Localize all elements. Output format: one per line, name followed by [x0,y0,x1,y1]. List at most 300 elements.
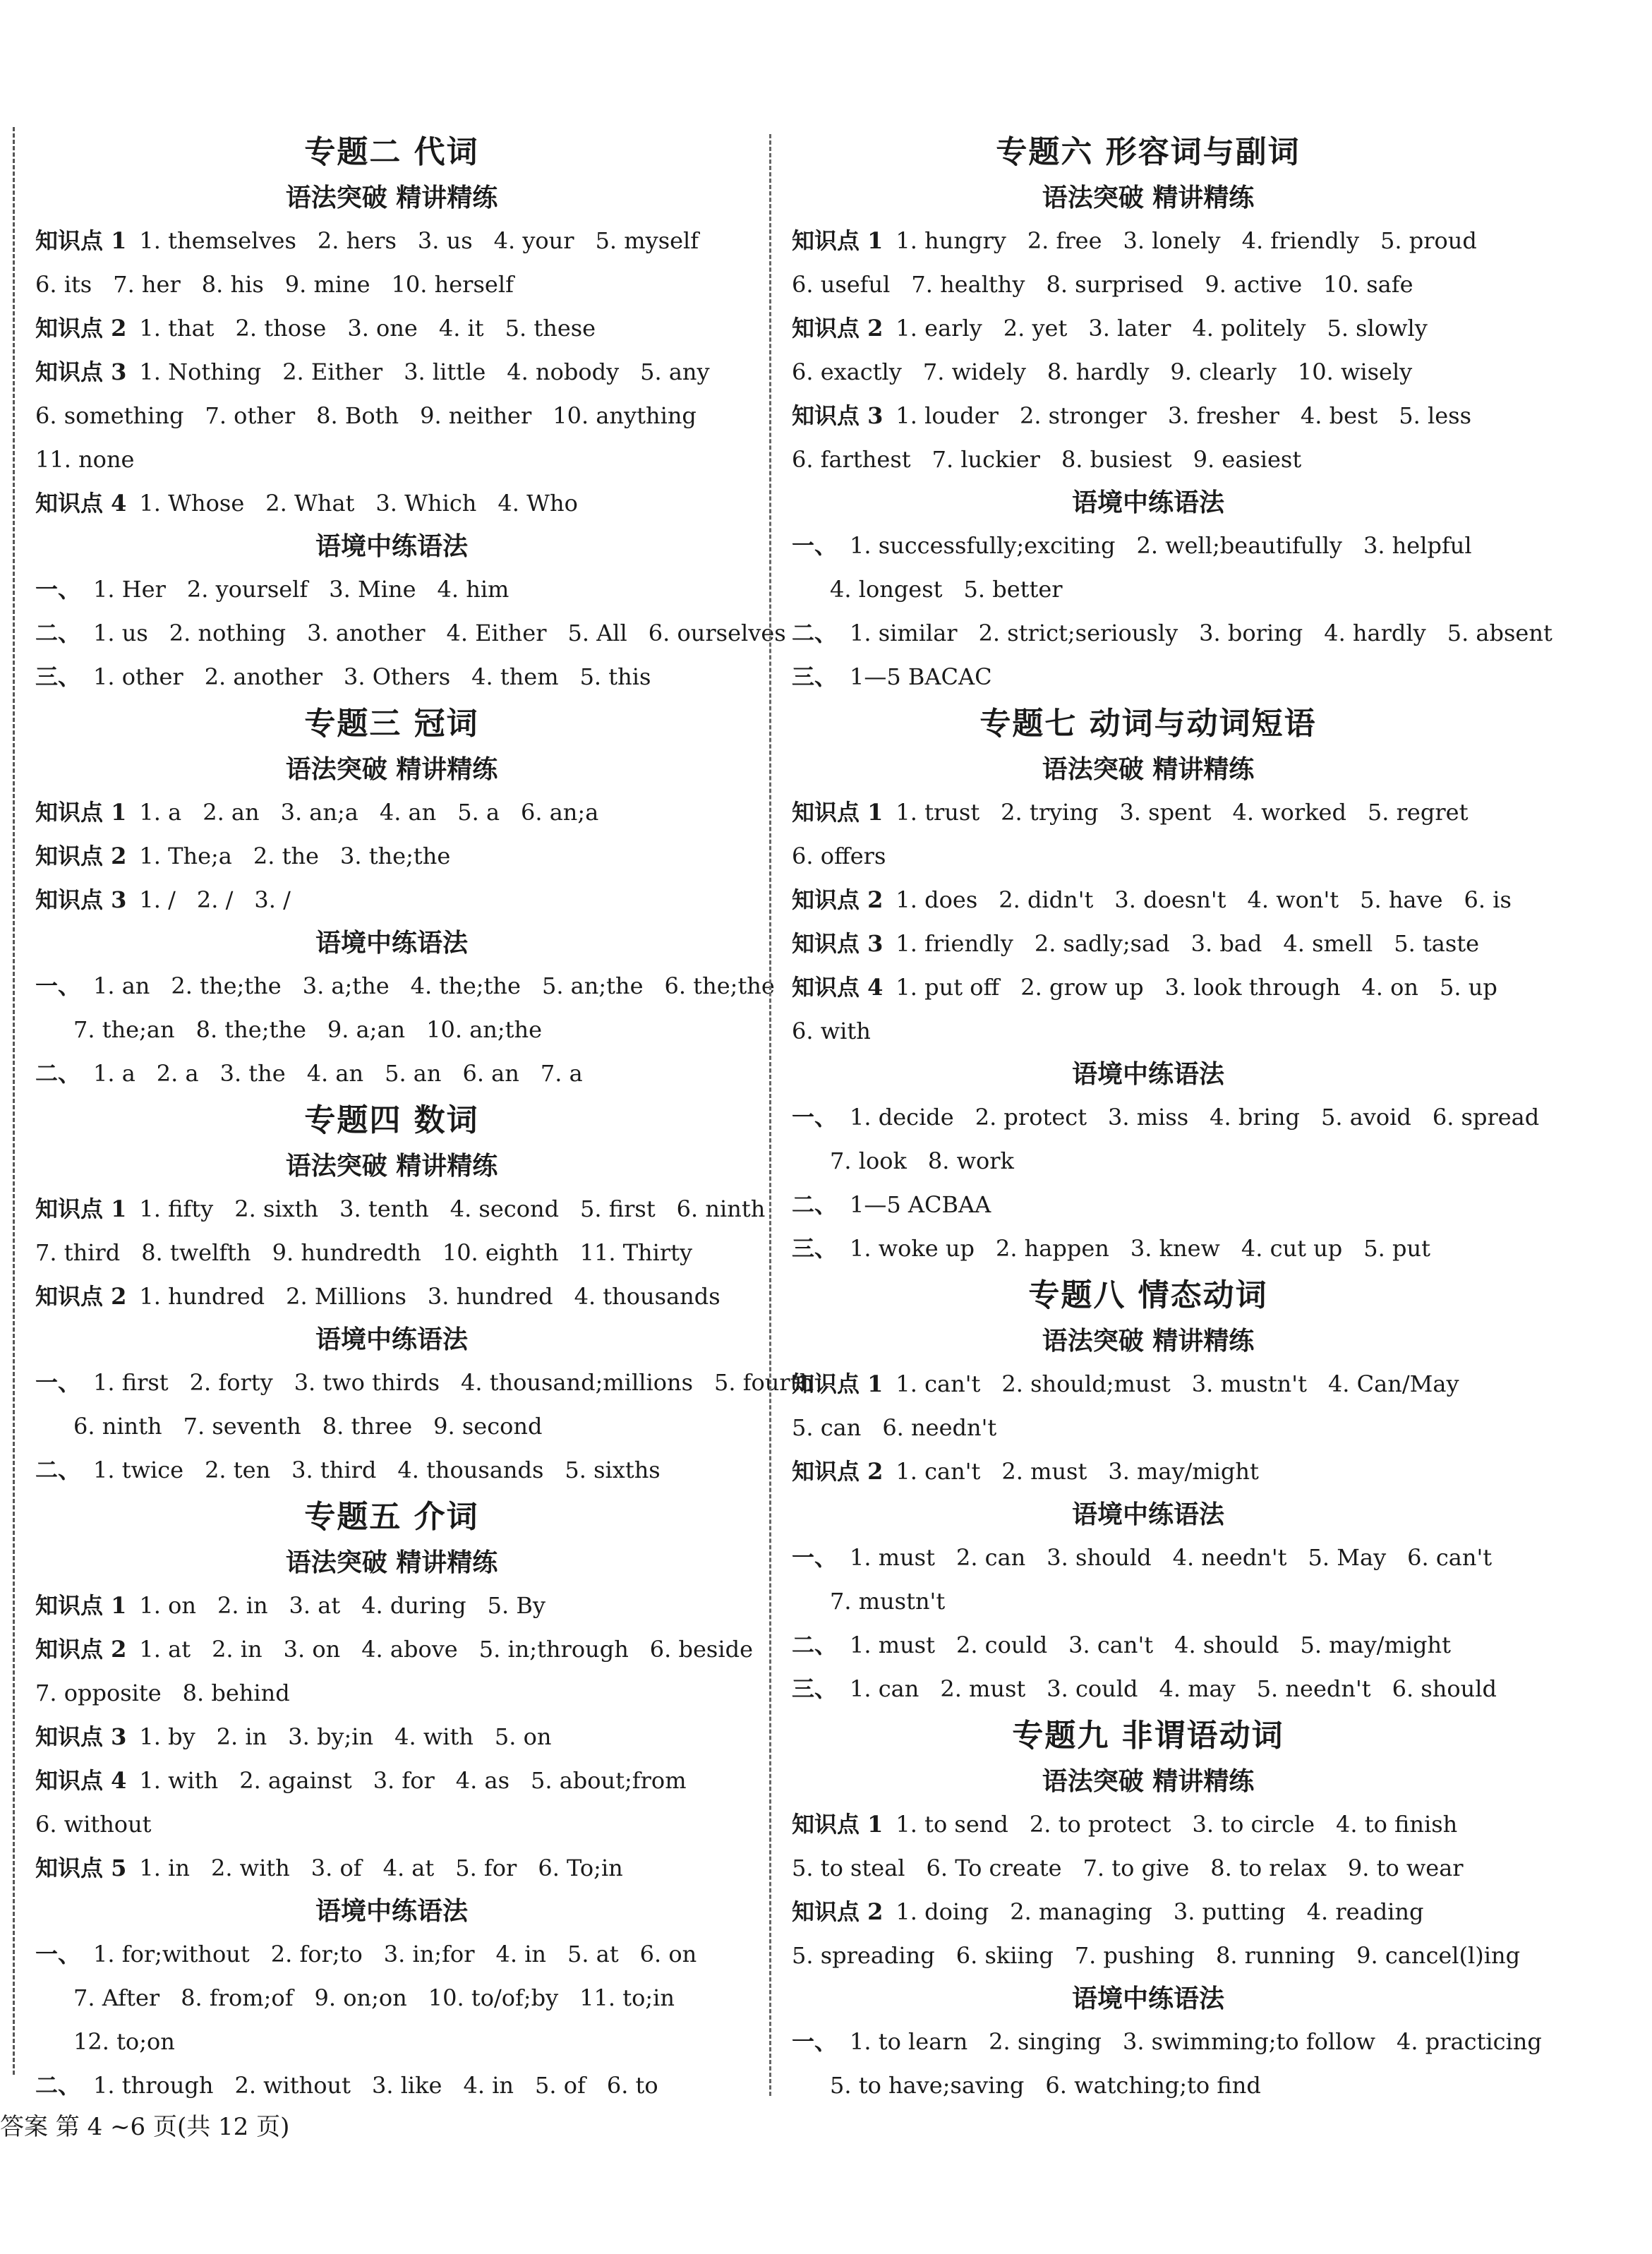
knowledge-point-label: 知识点 5 [35,1855,127,1881]
answer-row [35,611,786,655]
answer-item: 6. on [639,1941,697,1967]
answer-item: 4. thousands [574,1283,721,1310]
answer-item: 2. nothing [169,620,287,646]
answer-item: 2. could [955,1632,1048,1658]
answer-item: 2. without [234,2072,351,2099]
answer-item: 2. yourself [186,576,308,603]
answer-item: 1. Her [93,576,166,603]
answer-item: 8. to relax [1210,1855,1327,1881]
answer-row [35,1361,814,1404]
answer-item: 1. put off [896,974,1000,1001]
right-column [792,127,1552,2107]
answer-item: 5. myself [595,227,699,254]
answer-row [35,878,748,922]
answer-item: 7. After [73,1984,160,2011]
answer-item: 2. ten [205,1457,271,1483]
answer-item: 7. mustn't [830,1588,946,1615]
answer-row [792,1802,1505,1846]
answer-item: 4. smell [1283,930,1373,957]
knowledge-point-label: 二、 [792,1191,838,1218]
answer-item: 5. for [455,1855,517,1881]
answer-row [792,834,1505,878]
answer-item: 2. for;to [270,1941,363,1967]
knowledge-point-label: 二、 [792,1632,838,1658]
section-subheading: 语境中练语法 [1071,488,1224,517]
answer-item: 1. can't [896,1458,981,1485]
answer-row [792,655,1505,699]
answer-item: 6. an;a [521,799,599,826]
knowledge-point-label: 知识点 1 [792,1370,884,1397]
topic-heading: 专题八 情态动词 [1028,1277,1268,1313]
answer-item: 6. To create [926,1855,1062,1881]
answer-item: 11. none [35,446,135,473]
answer-row [35,1759,748,1802]
answer-item: 2. the;the [171,972,282,999]
answer-item: 1. can [850,1675,920,1702]
answer-item: 1. an [93,972,150,999]
answer-item: 2. an [203,799,260,826]
answer-row [35,1671,748,1715]
answer-item: 2. forty [189,1369,273,1396]
answer-item: 6. to [606,2072,658,2099]
answer-item: 2. Millions [286,1283,406,1310]
answer-item: 5. an [385,1060,442,1087]
answer-row [35,1231,748,1274]
answer-item: 3. an;a [280,799,358,826]
answer-item: 9. a;an [327,1016,406,1043]
answer-item: 2. grow up [1020,974,1144,1001]
answer-item: 2. didn't [999,886,1094,913]
answer-item: 1. early [896,315,982,342]
answer-item: 6. the;the [664,972,775,999]
section-subheading: 语境中练语法 [315,1896,468,1926]
topic-heading: 专题六 形容词与副词 [996,134,1301,170]
answer-row [35,1008,748,1051]
answer-row [792,1667,1505,1711]
knowledge-point-label: 一、 [35,1941,81,1967]
answer-item: 4. in [463,2072,514,2099]
knowledge-point-label: 三、 [792,1235,838,1262]
knowledge-point-label: 一、 [35,972,81,999]
answer-item: 6. ninth [73,1413,162,1440]
knowledge-point-label: 一、 [35,576,81,603]
answer-item: 4. thousands [397,1457,544,1483]
answer-item: 6. offers [792,843,886,869]
answer-row [792,1579,1505,1623]
answer-item: 5. taste [1394,930,1480,957]
knowledge-point-label: 知识点 2 [792,315,884,342]
answer-row [35,1274,748,1318]
answer-row [792,1362,1505,1406]
answer-item: 2. should;must [1001,1370,1171,1397]
answer-item: 3. little [404,358,486,385]
knowledge-point-label: 知识点 2 [35,843,127,869]
answer-item: 12. to;on [73,2028,175,2055]
answer-item: 3. boring [1199,620,1303,646]
answer-item: 4. as [455,1767,510,1794]
answer-item: 3. bad [1190,930,1262,957]
answer-item: 2. must [940,1675,1026,1702]
answer-item: 7. to give [1083,1855,1190,1881]
answer-item: 10. safe [1323,271,1413,298]
answer-row [35,1932,748,1976]
answer-row [35,1404,748,1448]
answer-item: 1. on [139,1592,196,1619]
answer-item: 7. her [113,271,181,298]
answer-item: 3. in;for [383,1941,475,1967]
answer-item: 4. hardly [1324,620,1426,646]
answer-item: 5. of [535,2072,586,2099]
answer-item: 7. look [830,1147,907,1174]
answer-item: 4. Can/May [1327,1370,1459,1397]
answer-item: 4. nobody [507,358,620,385]
knowledge-point-label: 知识点 4 [792,974,884,1001]
answer-item: 8. from;of [181,1984,294,2011]
answer-item: 4. best [1300,402,1378,429]
answer-item: 11. Thirty [579,1239,693,1266]
answer-item: 3. may/might [1108,1458,1259,1485]
answer-item: 3. tenth [339,1195,429,1222]
answer-item: 3. to circle [1192,1811,1315,1838]
answer-row [35,1627,753,1671]
answer-item: 1. that [139,315,215,342]
answer-item: 5. to have;saving [830,2072,1025,2099]
answer-item: 9. active [1205,271,1303,298]
answer-item: 4. in [495,1941,547,1967]
answer-item: 3. for [373,1767,435,1794]
left-column [35,127,814,2107]
answer-item: 4. thousand;millions [460,1369,693,1396]
answer-row [35,964,775,1008]
answer-item: 7. a [540,1060,583,1087]
answer-item: 3. like [371,2072,442,2099]
answer-item: 2. sadly;sad [1034,930,1170,957]
answer-item: 3. putting [1173,1898,1286,1925]
answer-item: 4. during [361,1592,466,1619]
answer-item: 2. / [196,886,234,913]
answer-row [35,1715,748,1759]
answer-item: 5. a [457,799,500,826]
answer-row [792,1846,1505,1890]
answer-item: 6. its [35,271,92,298]
answer-item: 3. later [1088,315,1171,342]
topic-heading: 专题二 代词 [304,134,479,170]
answer-item: 1. a [93,1060,135,1087]
answer-item: 4. may [1159,1675,1236,1702]
answer-row [792,878,1512,922]
answer-item: 2. strict;seriously [978,620,1178,646]
answer-item: 1. with [139,1767,219,1794]
answer-row [792,1406,1505,1450]
answer-item: 2. to protect [1029,1811,1171,1838]
answer-item: 1. to send [896,1811,1008,1838]
answer-item: 5. up [1440,974,1497,1001]
answer-item: 5. regret [1367,799,1469,826]
answer-item: 8. hardly [1047,358,1150,385]
answer-item: 1. Nothing [139,358,262,385]
answer-item: 2. singing [989,2028,1102,2055]
binding-edge-dashes [13,127,15,2075]
answer-item: 3. by;in [288,1723,374,1750]
answer-item: 2. What [265,490,355,517]
knowledge-point-label: 知识点 1 [792,227,884,254]
answer-item: 8. his [201,271,264,298]
topic-heading: 专题九 非谓语动词 [1012,1718,1284,1754]
answer-item: 7. opposite [35,1680,162,1706]
knowledge-point-label: 知识点 1 [792,799,884,826]
answer-item: 5. absent [1447,620,1552,646]
answer-row [792,611,1552,655]
answer-item: 1. in [139,1855,190,1881]
answer-item: 1. through [93,2072,214,2099]
answer-row [792,2020,1542,2063]
answer-item: 4. above [361,1636,458,1663]
page-footer: 答案 第 4 ~6 页(共 12 页) [0,2113,290,2141]
answer-row [35,790,748,834]
answer-item: 2. in [217,1592,268,1619]
answer-item: 8. surprised [1046,271,1184,298]
section-subheading: 语法突破 精讲精练 [1042,1326,1255,1356]
answer-item: 3. a;the [302,972,390,999]
answer-row [792,1623,1505,1667]
answer-item: 5. put [1363,1235,1430,1262]
answer-item: 5. needn't [1256,1675,1371,1702]
answer-item: 3. look through [1164,974,1341,1001]
knowledge-point-label: 知识点 2 [35,1636,127,1663]
answer-item: 2. managing [1010,1898,1152,1925]
answer-item: 2. free [1027,227,1102,254]
answer-item: 2. in [216,1723,267,1750]
answer-item: 1. similar [850,620,958,646]
answer-row [35,2020,748,2063]
answer-item: 2. can [955,1544,1026,1571]
answer-row [792,219,1505,263]
answer-item: 1. hundred [139,1283,265,1310]
answer-item: 3. at [289,1592,341,1619]
answer-row [35,263,748,306]
answer-item: 7. seventh [183,1413,301,1440]
answer-row [35,438,748,481]
answer-item: 6. skiing [955,1942,1054,1969]
answer-item: 3. another [307,620,426,646]
answer-item: 6. needn't [882,1414,997,1441]
answer-row [35,350,748,394]
answer-row [35,1846,748,1890]
answer-item: 4. with [394,1723,474,1750]
answer-row [792,1095,1540,1139]
answer-item: 5. in;through [478,1636,629,1663]
answer-item: 3. third [291,1457,377,1483]
answer-row [35,567,748,611]
answer-item: 6. watching;to find [1045,2072,1261,2099]
knowledge-point-label: 二、 [792,620,838,646]
answer-item: 6. spread [1432,1104,1540,1131]
answer-item: 4. to finish [1336,1811,1458,1838]
answer-row [792,790,1505,834]
answer-item: 8. three [322,1413,413,1440]
topic-heading: 专题三 冠词 [304,706,479,742]
section-subheading: 语法突破 精讲精练 [1042,1766,1255,1796]
answer-row [792,306,1505,350]
answer-item: 5. All [567,620,627,646]
answer-item: 5. any [640,358,710,385]
answer-item: 1. / [139,886,176,913]
knowledge-point-label: 二、 [35,620,81,646]
answer-item: 1—5 ACBAA [850,1191,991,1218]
answer-row [792,1183,1505,1227]
answer-item: 8. behind [182,1680,290,1706]
knowledge-point-label: 知识点 2 [792,886,884,913]
answer-item: 1—5 BACAC [850,663,992,690]
answer-item: 6. ninth [676,1195,766,1222]
answer-item: 3. the [219,1060,286,1087]
answer-item: 4. him [437,576,510,603]
knowledge-point-label: 二、 [35,1457,81,1483]
knowledge-point-label: 一、 [35,1369,81,1396]
answer-row [35,1584,748,1627]
answer-item: 4. second [450,1195,560,1222]
answer-item: 1. The;a [139,843,232,869]
knowledge-point-label: 三、 [792,1675,838,1702]
answer-item: 1. for;without [93,1941,250,1967]
knowledge-point-label: 一、 [792,532,838,559]
answer-item: 1. at [139,1636,191,1663]
knowledge-point-label: 知识点 3 [35,358,127,385]
answer-row [792,1890,1505,1934]
answer-item: 11. to;in [579,1984,675,2011]
answer-item: 2. hers [317,227,397,254]
answer-item: 3. one [347,315,418,342]
answer-item: 10. eighth [442,1239,559,1266]
section-subheading: 语法突破 精讲精练 [285,754,498,784]
topic-heading: 专题五 介词 [304,1499,479,1535]
answer-item: 1. a [139,799,182,826]
answer-item: 2. must [1001,1458,1087,1485]
answer-row [35,834,748,878]
answer-item: 3. hundred [427,1283,553,1310]
answer-row [792,1934,1521,1977]
answer-item: 4. at [382,1855,435,1881]
answer-item: 7. the;an [73,1016,175,1043]
answer-item: 5. spreading [792,1942,935,1969]
answer-item: 6. exactly [792,358,902,385]
section-subheading: 语法突破 精讲精练 [1042,754,1255,784]
topic-heading: 专题七 动词与动词短语 [979,706,1317,742]
answer-item: 4. an [306,1060,364,1087]
answer-item: 3. spent [1119,799,1212,826]
answer-row [35,394,748,438]
answer-item: 3. fresher [1167,402,1279,429]
answer-item: 1. Whose [139,490,245,517]
answer-item: 2. the [253,843,319,869]
knowledge-point-label: 知识点 1 [35,799,127,826]
answer-item: 5. less [1399,402,1471,429]
answer-row [35,481,748,525]
answer-item: 1. does [896,886,978,913]
answer-item: 6. can't [1407,1544,1493,1571]
answer-item: 5. about;from [531,1767,687,1794]
answer-item: 5. sixths [565,1457,661,1483]
answer-item: 4. friendly [1241,227,1360,254]
answer-item: 2. yet [1003,315,1068,342]
answer-item: 9. neither [420,402,532,429]
answer-row [792,567,1505,611]
answer-row [35,306,748,350]
answer-row [35,219,748,263]
answer-row [35,2063,748,2107]
answer-item: 7. other [205,402,296,429]
answer-item: 10. wisely [1297,358,1413,385]
answer-item: 3. can't [1068,1632,1154,1658]
section-subheading: 语境中练语法 [315,928,468,958]
section-subheading: 语境中练语法 [1071,1984,1224,2013]
answer-row [792,922,1505,965]
knowledge-point-label: 知识点 3 [792,930,884,957]
section-subheading: 语法突破 精讲精练 [285,183,498,212]
answer-item: 1. trust [896,799,980,826]
answer-item: 1. decide [850,1104,954,1131]
answer-item: 4. worked [1232,799,1346,826]
answer-item: 2. against [239,1767,352,1794]
section-subheading: 语境中练语法 [315,531,468,561]
answer-item: 3. / [254,886,291,913]
answer-row [792,524,1505,567]
answer-item: 3. swimming;to follow [1122,2028,1376,2055]
answer-item: 8. running [1215,1942,1336,1969]
answer-item: 6. is [1464,886,1512,913]
answer-item: 6. useful [792,271,891,298]
answer-item: 6. farthest [792,446,911,473]
answer-item: 5. avoid [1320,1104,1411,1131]
answer-item: 3. lonely [1123,227,1221,254]
answer-item: 9. easiest [1193,446,1302,473]
answer-item: 3. us [417,227,473,254]
knowledge-point-label: 一、 [792,1104,838,1131]
answer-row [35,1976,748,2020]
answer-item: 3. two thirds [294,1369,440,1396]
answer-item: 9. second [433,1413,543,1440]
answer-item: 4. practicing [1397,2028,1542,2055]
answer-item: 4. the;the [410,972,521,999]
knowledge-point-label: 一、 [792,1544,838,1571]
answer-item: 2. sixth [234,1195,319,1222]
answer-item: 4. cut up [1241,1235,1343,1262]
answer-item: 1. other [93,663,183,690]
answer-item: 6. with [792,1018,871,1044]
answer-item: 10. anything [553,402,697,429]
answer-item: 3. helpful [1363,532,1472,559]
knowledge-point-label: 知识点 3 [35,1723,127,1750]
answer-item: 7. luckier [931,446,1040,473]
knowledge-point-label: 三、 [792,663,838,690]
answer-item: 1. woke up [850,1235,975,1262]
answer-row [792,1139,1505,1183]
knowledge-point-label: 知识点 2 [792,1898,884,1925]
answer-item: 5. May [1308,1544,1387,1571]
answer-item: 10. an;the [426,1016,543,1043]
knowledge-point-label: 知识点 4 [35,490,127,517]
answer-item: 4. them [471,663,559,690]
answer-item: 2. well;beautifully [1136,532,1342,559]
answer-item: 5. these [505,315,596,342]
column-divider [769,134,771,2096]
answer-row [35,655,748,699]
answer-row [792,438,1505,481]
answer-item: 6. beside [649,1636,753,1663]
knowledge-point-label: 知识点 4 [35,1767,127,1794]
answer-item: 4. should [1174,1632,1279,1658]
section-subheading: 语境中练语法 [315,1325,468,1354]
